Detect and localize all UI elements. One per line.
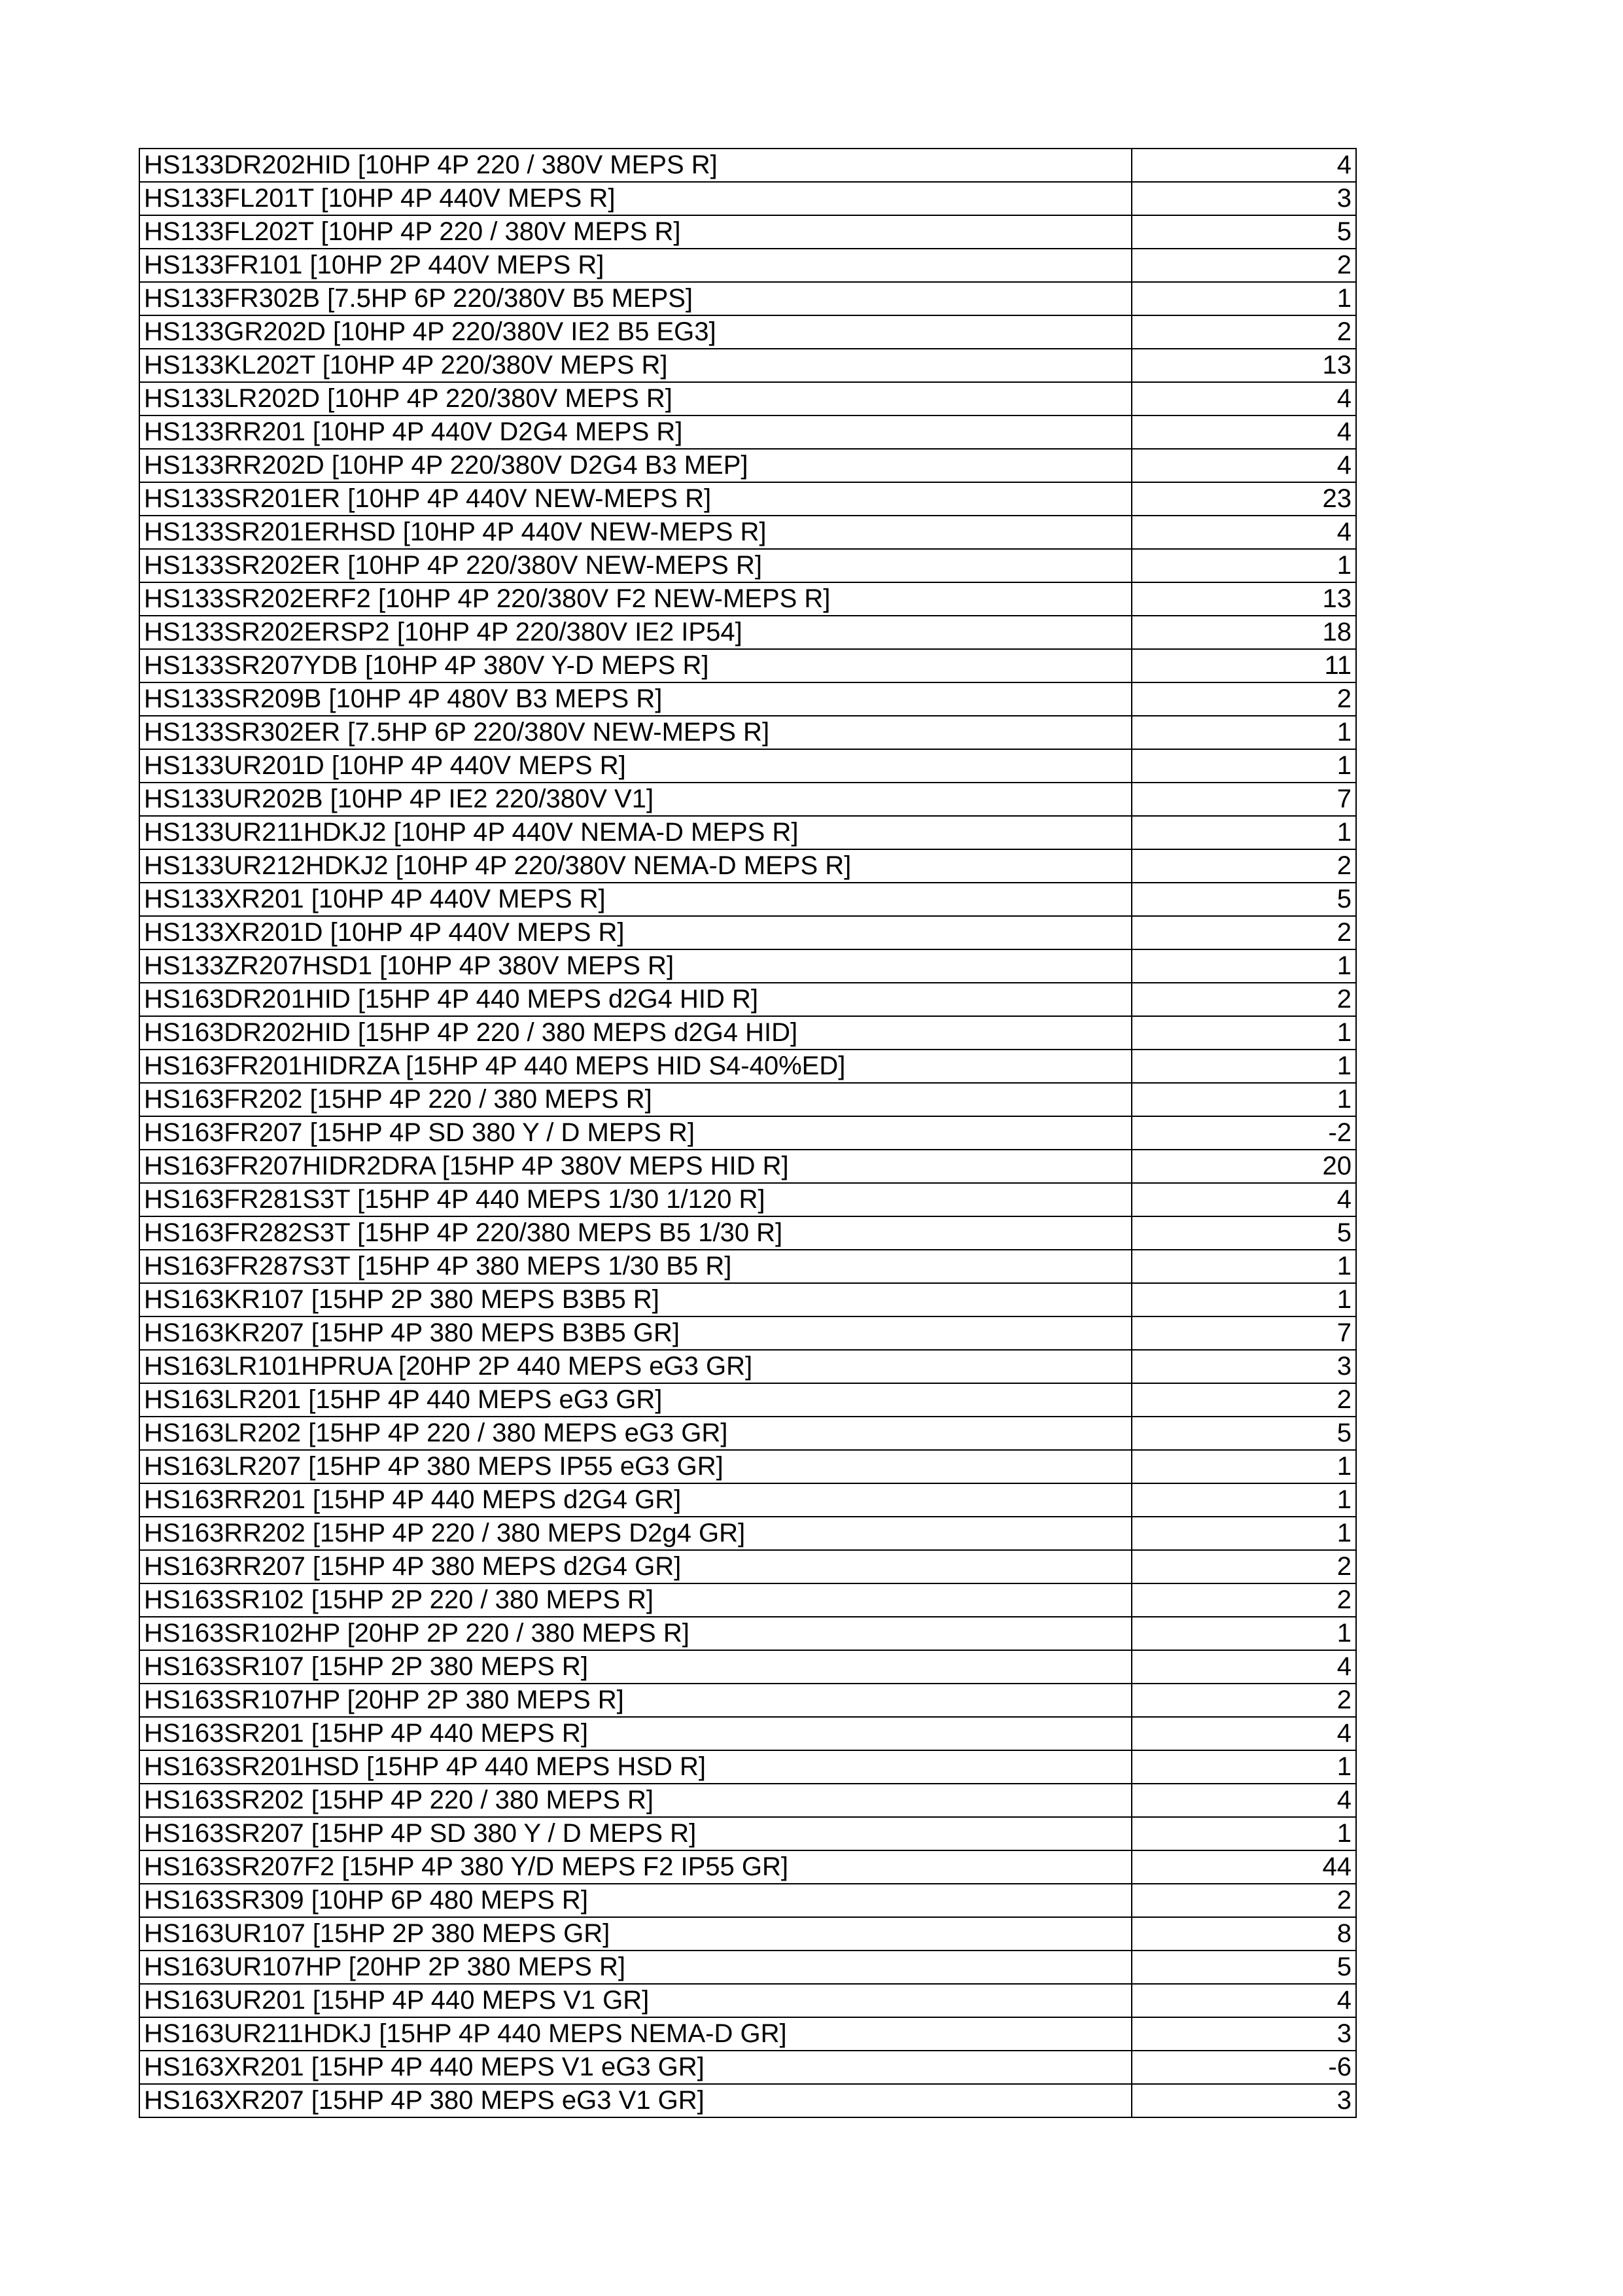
item-description-cell: HS133DR202HID [10HP 4P 220 / 380V MEPS R] (139, 149, 1132, 182)
item-description-cell: HS163SR201 [15HP 4P 440 MEPS R] (139, 1717, 1132, 1750)
table-row (139, 382, 1356, 415)
item-description-cell: HS133SR202ERF2 [10HP 4P 220/380V F2 NEW-MEPS R] (139, 582, 1132, 616)
quantity-cell: 1 (1132, 282, 1356, 315)
item-description-cell: HS163RR201 [15HP 4P 440 MEPS d2G4 GR] (139, 1483, 1132, 1517)
quantity-cell: 44 (1132, 1850, 1356, 1884)
item-description-cell: HS133SR209B [10HP 4P 480V B3 MEPS R] (139, 682, 1132, 716)
quantity-cell: 5 (1132, 883, 1356, 916)
table-row (139, 1083, 1356, 1116)
quantity-cell: 4 (1132, 449, 1356, 482)
quantity-cell: 1 (1132, 1250, 1356, 1283)
table-row (139, 549, 1356, 582)
item-description-cell: HS163SR107HP [20HP 2P 380 MEPS R] (139, 1684, 1132, 1717)
item-description-cell: HS163FR281S3T [15HP 4P 440 MEPS 1/30 1/120 R] (139, 1183, 1132, 1216)
item-description-cell: HS133FR101 [10HP 2P 440V MEPS R] (139, 249, 1132, 282)
item-description-cell: HS163SR207 [15HP 4P SD 380 Y / D MEPS R] (139, 1817, 1132, 1850)
quantity-cell: 13 (1132, 349, 1356, 382)
table-row (139, 1650, 1356, 1684)
item-description-cell: HS133LR202D [10HP 4P 220/380V MEPS R] (139, 382, 1132, 415)
quantity-cell: 4 (1132, 415, 1356, 449)
table-row (139, 1116, 1356, 1150)
item-description-cell: HS163LR201 [15HP 4P 440 MEPS eG3 GR] (139, 1383, 1132, 1417)
item-description-cell: HS163SR201HSD [15HP 4P 440 MEPS HSD R] (139, 1750, 1132, 1784)
quantity-cell: 2 (1132, 916, 1356, 949)
item-description-cell: HS163LR101HPRUA [20HP 2P 440 MEPS eG3 GR] (139, 1350, 1132, 1383)
table-row (139, 1483, 1356, 1517)
table-row (139, 215, 1356, 249)
table-row (139, 1817, 1356, 1850)
table-row (139, 415, 1356, 449)
item-description-cell: HS163SR309 [10HP 6P 480 MEPS R] (139, 1884, 1132, 1917)
quantity-cell: 3 (1132, 1350, 1356, 1383)
table-row (139, 2051, 1356, 2084)
quantity-cell: 5 (1132, 215, 1356, 249)
quantity-cell: 2 (1132, 1684, 1356, 1717)
table-row (139, 149, 1356, 182)
table-row (139, 1951, 1356, 1984)
table-row (139, 916, 1356, 949)
table-row (139, 1383, 1356, 1417)
quantity-cell: -6 (1132, 2051, 1356, 2084)
table-row (139, 282, 1356, 315)
item-description-cell: HS163SR107 [15HP 2P 380 MEPS R] (139, 1650, 1132, 1684)
item-description-cell: HS133RR202D [10HP 4P 220/380V D2G4 B3 MEP] (139, 449, 1132, 482)
quantity-cell: 3 (1132, 2084, 1356, 2117)
quantity-cell: 1 (1132, 1483, 1356, 1517)
quantity-cell: 4 (1132, 1650, 1356, 1684)
quantity-cell: -2 (1132, 1116, 1356, 1150)
quantity-cell: 1 (1132, 1016, 1356, 1050)
quantity-cell: 2 (1132, 682, 1356, 716)
item-description-cell: HS163KR207 [15HP 4P 380 MEPS B3B5 GR] (139, 1316, 1132, 1350)
table-row (139, 1717, 1356, 1750)
item-description-cell: HS133RR201 [10HP 4P 440V D2G4 MEPS R] (139, 415, 1132, 449)
quantity-cell: 1 (1132, 949, 1356, 983)
item-description-cell: HS133FL201T [10HP 4P 440V MEPS R] (139, 182, 1132, 215)
item-description-cell: HS163FR207 [15HP 4P SD 380 Y / D MEPS R] (139, 1116, 1132, 1150)
item-description-cell: HS163FR287S3T [15HP 4P 380 MEPS 1/30 B5 R] (139, 1250, 1132, 1283)
quantity-cell: 20 (1132, 1150, 1356, 1183)
quantity-cell: 5 (1132, 1216, 1356, 1250)
inventory-sheet (139, 148, 1355, 2118)
quantity-cell: 1 (1132, 749, 1356, 783)
table-row (139, 1583, 1356, 1617)
quantity-cell: 1 (1132, 816, 1356, 849)
table-row (139, 1684, 1356, 1717)
item-description-cell: HS133XR201D [10HP 4P 440V MEPS R] (139, 916, 1132, 949)
quantity-cell: 2 (1132, 315, 1356, 349)
item-description-cell: HS133FL202T [10HP 4P 220 / 380V MEPS R] (139, 215, 1132, 249)
item-description-cell: HS133SR302ER [7.5HP 6P 220/380V NEW-MEPS R] (139, 716, 1132, 749)
item-description-cell: HS163UR107HP [20HP 2P 380 MEPS R] (139, 1951, 1132, 1984)
quantity-cell: 2 (1132, 1383, 1356, 1417)
item-description-cell: HS133SR202ER [10HP 4P 220/380V NEW-MEPS R] (139, 549, 1132, 582)
inventory-table-body (139, 149, 1356, 2117)
item-description-cell: HS163KR107 [15HP 2P 380 MEPS B3B5 R] (139, 1283, 1132, 1316)
table-row (139, 1617, 1356, 1650)
item-description-cell: HS163FR207HIDR2DRA [15HP 4P 380V MEPS HID R] (139, 1150, 1132, 1183)
table-row (139, 2084, 1356, 2117)
quantity-cell: 4 (1132, 149, 1356, 182)
item-description-cell: HS133FR302B [7.5HP 6P 220/380V B5 MEPS] (139, 282, 1132, 315)
table-row (139, 349, 1356, 382)
item-description-cell: HS163FR201HIDRZA [15HP 4P 440 MEPS HID S4-40%ED] (139, 1050, 1132, 1083)
quantity-cell: 4 (1132, 516, 1356, 549)
quantity-cell: 5 (1132, 1951, 1356, 1984)
table-row (139, 1517, 1356, 1550)
table-row (139, 582, 1356, 616)
table-row (139, 1216, 1356, 1250)
quantity-cell: 5 (1132, 1417, 1356, 1450)
table-row (139, 649, 1356, 682)
table-row (139, 182, 1356, 215)
quantity-cell: 2 (1132, 1583, 1356, 1617)
quantity-cell: 3 (1132, 182, 1356, 215)
table-row (139, 1850, 1356, 1884)
item-description-cell: HS163RR202 [15HP 4P 220 / 380 MEPS D2g4 GR] (139, 1517, 1132, 1550)
table-row (139, 1316, 1356, 1350)
item-description-cell: HS163SR202 [15HP 4P 220 / 380 MEPS R] (139, 1784, 1132, 1817)
table-row (139, 1450, 1356, 1483)
quantity-cell: 1 (1132, 1617, 1356, 1650)
table-row (139, 516, 1356, 549)
quantity-cell: 4 (1132, 1784, 1356, 1817)
item-description-cell: HS163SR102 [15HP 2P 220 / 380 MEPS R] (139, 1583, 1132, 1617)
quantity-cell: 23 (1132, 482, 1356, 516)
table-row (139, 1550, 1356, 1583)
quantity-cell: 1 (1132, 1817, 1356, 1850)
table-row (139, 249, 1356, 282)
item-description-cell: HS163DR201HID [15HP 4P 440 MEPS d2G4 HID R] (139, 983, 1132, 1016)
item-description-cell: HS163XR207 [15HP 4P 380 MEPS eG3 V1 GR] (139, 2084, 1132, 2117)
table-row (139, 749, 1356, 783)
item-description-cell: HS163SR207F2 [15HP 4P 380 Y/D MEPS F2 IP55 GR] (139, 1850, 1132, 1884)
quantity-cell: 2 (1132, 849, 1356, 883)
item-description-cell: HS133SR202ERSP2 [10HP 4P 220/380V IE2 IP54] (139, 616, 1132, 649)
table-row (139, 949, 1356, 983)
quantity-cell: 1 (1132, 1050, 1356, 1083)
quantity-cell: 18 (1132, 616, 1356, 649)
quantity-cell: 4 (1132, 1984, 1356, 2017)
table-row (139, 1150, 1356, 1183)
item-description-cell: HS133XR201 [10HP 4P 440V MEPS R] (139, 883, 1132, 916)
table-row (139, 783, 1356, 816)
table-row (139, 1016, 1356, 1050)
quantity-cell: 1 (1132, 1517, 1356, 1550)
item-description-cell: HS163DR202HID [15HP 4P 220 / 380 MEPS d2G4 HID] (139, 1016, 1132, 1050)
item-description-cell: HS163FR282S3T [15HP 4P 220/380 MEPS B5 1/30 R] (139, 1216, 1132, 1250)
item-description-cell: HS133SR207YDB [10HP 4P 380V Y-D MEPS R] (139, 649, 1132, 682)
table-row (139, 1250, 1356, 1283)
item-description-cell: HS133UR212HDKJ2 [10HP 4P 220/380V NEMA-D MEPS R] (139, 849, 1132, 883)
item-description-cell: HS133SR201ERHSD [10HP 4P 440V NEW-MEPS R] (139, 516, 1132, 549)
quantity-cell: 1 (1132, 549, 1356, 582)
quantity-cell: 3 (1132, 2017, 1356, 2051)
quantity-cell: 1 (1132, 1750, 1356, 1784)
table-row (139, 716, 1356, 749)
item-description-cell: HS163FR202 [15HP 4P 220 / 380 MEPS R] (139, 1083, 1132, 1116)
table-row (139, 1984, 1356, 2017)
table-row (139, 1183, 1356, 1216)
quantity-cell: 2 (1132, 1550, 1356, 1583)
table-row (139, 482, 1356, 516)
table-row (139, 816, 1356, 849)
item-description-cell: HS163XR201 [15HP 4P 440 MEPS V1 eG3 GR] (139, 2051, 1132, 2084)
quantity-cell: 1 (1132, 1083, 1356, 1116)
table-row (139, 616, 1356, 649)
item-description-cell: HS133KL202T [10HP 4P 220/380V MEPS R] (139, 349, 1132, 382)
table-row (139, 315, 1356, 349)
table-row (139, 1417, 1356, 1450)
quantity-cell: 8 (1132, 1917, 1356, 1951)
item-description-cell: HS163UR211HDKJ [15HP 4P 440 MEPS NEMA-D GR] (139, 2017, 1132, 2051)
quantity-cell: 4 (1132, 1183, 1356, 1216)
table-row (139, 983, 1356, 1016)
item-description-cell: HS133ZR207HSD1 [10HP 4P 380V MEPS R] (139, 949, 1132, 983)
table-row (139, 849, 1356, 883)
item-description-cell: HS163UR107 [15HP 2P 380 MEPS GR] (139, 1917, 1132, 1951)
table-row (139, 1750, 1356, 1784)
item-description-cell: HS163RR207 [15HP 4P 380 MEPS d2G4 GR] (139, 1550, 1132, 1583)
table-row (139, 1283, 1356, 1316)
item-description-cell: HS133UR201D [10HP 4P 440V MEPS R] (139, 749, 1132, 783)
item-description-cell: HS133SR201ER [10HP 4P 440V NEW-MEPS R] (139, 482, 1132, 516)
quantity-cell: 2 (1132, 249, 1356, 282)
inventory-table (139, 148, 1357, 2118)
quantity-cell: 1 (1132, 716, 1356, 749)
item-description-cell: HS133UR211HDKJ2 [10HP 4P 440V NEMA-D MEPS R] (139, 816, 1132, 849)
table-row (139, 449, 1356, 482)
quantity-cell: 11 (1132, 649, 1356, 682)
item-description-cell: HS163UR201 [15HP 4P 440 MEPS V1 GR] (139, 1984, 1132, 2017)
quantity-cell: 2 (1132, 983, 1356, 1016)
table-row (139, 2017, 1356, 2051)
quantity-cell: 1 (1132, 1450, 1356, 1483)
item-description-cell: HS163LR207 [15HP 4P 380 MEPS IP55 eG3 GR] (139, 1450, 1132, 1483)
quantity-cell: 4 (1132, 1717, 1356, 1750)
table-row (139, 1050, 1356, 1083)
item-description-cell: HS133UR202B [10HP 4P IE2 220/380V V1] (139, 783, 1132, 816)
quantity-cell: 7 (1132, 1316, 1356, 1350)
quantity-cell: 13 (1132, 582, 1356, 616)
quantity-cell: 4 (1132, 382, 1356, 415)
quantity-cell: 1 (1132, 1283, 1356, 1316)
table-row (139, 1350, 1356, 1383)
table-row (139, 1917, 1356, 1951)
table-row (139, 1784, 1356, 1817)
table-row (139, 1884, 1356, 1917)
item-description-cell: HS133GR202D [10HP 4P 220/380V IE2 B5 EG3] (139, 315, 1132, 349)
table-row (139, 883, 1356, 916)
table-row (139, 682, 1356, 716)
quantity-cell: 2 (1132, 1884, 1356, 1917)
quantity-cell: 7 (1132, 783, 1356, 816)
item-description-cell: HS163SR102HP [20HP 2P 220 / 380 MEPS R] (139, 1617, 1132, 1650)
item-description-cell: HS163LR202 [15HP 4P 220 / 380 MEPS eG3 GR] (139, 1417, 1132, 1450)
